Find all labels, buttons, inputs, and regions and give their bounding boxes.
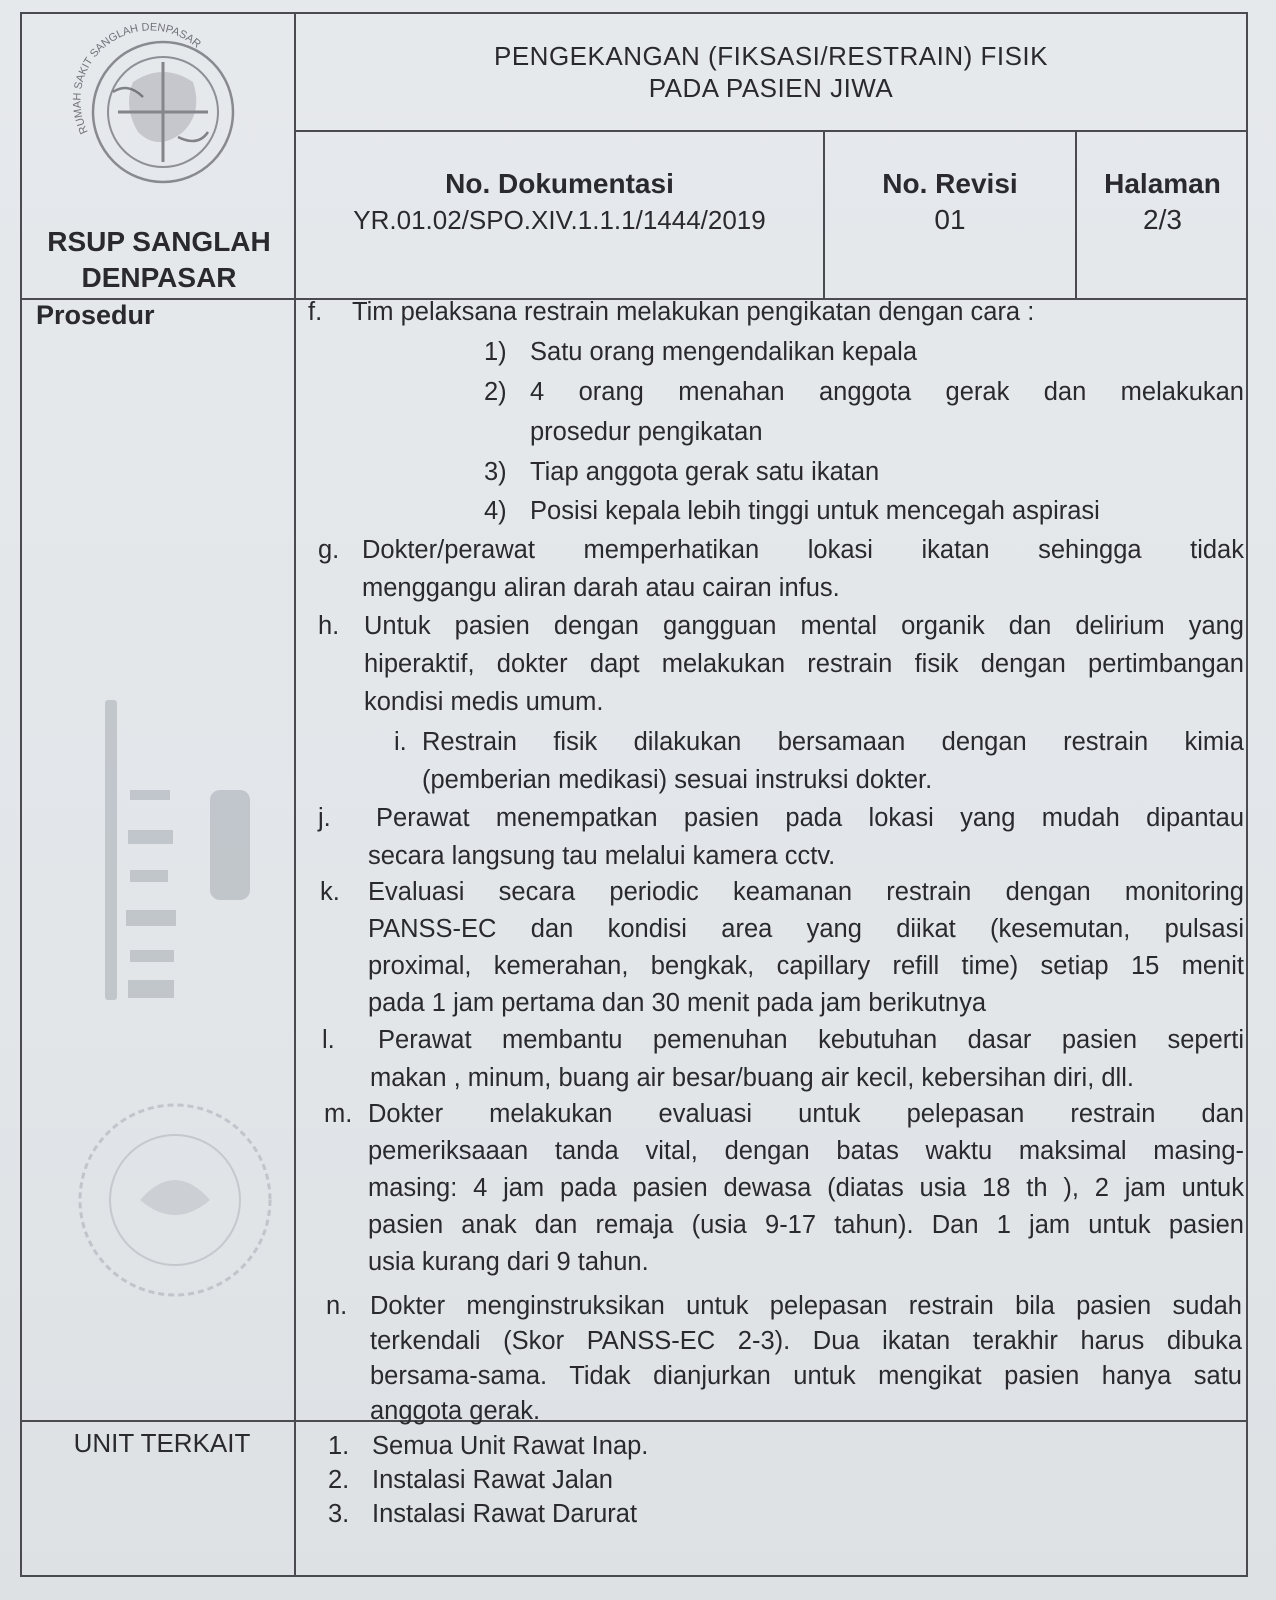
- sub-item-marker: 2): [484, 378, 507, 406]
- sub-item-text: Tiap anggota gerak satu ikatan: [530, 458, 880, 486]
- document-title-line2: PADA PASIEN JIWA: [648, 73, 894, 103]
- unit-item-3: [328, 1496, 1228, 1532]
- unit-item-text: Instalasi Rawat Jalan: [372, 1466, 613, 1494]
- doc-number-cell: [296, 166, 823, 238]
- revision-label: No. Revisi: [882, 168, 1018, 199]
- procedure-item-h: [318, 608, 1248, 716]
- sub-item-marker: 1): [484, 338, 507, 366]
- header-divider: [294, 130, 1248, 132]
- item-marker: l.: [322, 1026, 335, 1054]
- item-line: menggangu aliran darah atau cairan infus.: [362, 574, 840, 602]
- sub-item-3: [484, 454, 1238, 490]
- item-line: pada 1 jam pertama dan 30 menit pada jam berikutnya: [368, 989, 987, 1017]
- item-line: usia kurang dari 9 tahun.: [368, 1248, 649, 1276]
- hospital-logo: [58, 22, 248, 192]
- unit-divider: [20, 1420, 1248, 1422]
- sub-item-text-line2: prosedur pengikatan: [530, 418, 763, 446]
- sub-item-1: [484, 334, 1238, 370]
- item-line: hiperaktif, dokter dapt melakukan restrain fisik dengan pertimbangan: [364, 650, 1244, 678]
- item-marker: f.: [308, 298, 323, 326]
- item-line: pasien anak dan remaja (usia 9-17 tahun). Dan 1 jam untuk pasien: [368, 1211, 1244, 1239]
- column-divider: [294, 12, 296, 1577]
- item-line: Dokter melakukan evaluasi untuk pelepasan restrain dan: [368, 1100, 1244, 1128]
- item-line: Evaluasi secara periodic keamanan restrain dengan monitoring: [368, 878, 1244, 906]
- round-stamp: [60, 1090, 290, 1330]
- procedure-item-n: [326, 1288, 1248, 1425]
- procedure-item-m: [324, 1096, 1248, 1276]
- item-marker: n.: [326, 1292, 348, 1320]
- unit-item-marker: 3.: [328, 1500, 350, 1528]
- procedure-item-j: [318, 800, 1248, 870]
- procedure-item-f: [308, 294, 1238, 330]
- hospital-name: [24, 224, 294, 296]
- doc-number-value: YR.01.02/SPO.XIV.1.1.1/1444/2019: [353, 205, 766, 235]
- item-line: Dokter menginstruksikan untuk pelepasan restrain bila pasien sudah: [370, 1292, 1242, 1320]
- sub-item-text: Posisi kepala lebih tinggi untuk mencegah aspirasi: [530, 497, 1100, 525]
- item-marker: m.: [324, 1100, 353, 1128]
- procedure-item-k: [320, 874, 1248, 1017]
- sub-item-text-line1: 4 orang menahan anggota gerak dan melakukan: [530, 378, 1244, 406]
- unit-item-text: Instalasi Rawat Darurat: [372, 1500, 638, 1528]
- item-line: Untuk pasien dengan gangguan mental organik dan delirium yang: [364, 612, 1244, 640]
- item-line: terkendali (Skor PANSS-EC 2-3). Dua ikatan terakhir harus dibuka: [370, 1327, 1242, 1355]
- unit-terkait-label: UNIT TERKAIT: [73, 1428, 251, 1458]
- item-marker: h.: [318, 612, 340, 640]
- doc-number-label: No. Dokumentasi: [445, 168, 674, 199]
- revision-value: 01: [934, 204, 966, 235]
- unit-item-marker: 2.: [328, 1466, 350, 1494]
- item-line: anggota gerak.: [370, 1397, 541, 1425]
- item-line: secara langsung tau melalui kamera cctv.: [368, 842, 836, 870]
- item-marker: g.: [318, 536, 340, 564]
- item-line: Dokter/perawat memperhatikan lokasi ikatan sehingga tidak: [362, 536, 1244, 564]
- item-line: proximal, kemerahan, bengkak, capillary refill time) setiap 15 menit: [368, 952, 1244, 980]
- page-value: 2/3: [1143, 204, 1182, 235]
- item-line: Perawat membantu pemenuhan kebutuhan dasar pasien seperti: [378, 1026, 1244, 1054]
- item-line: bersama-sama. Tidak dianjurkan untuk mengikat pasien hanya satu: [370, 1362, 1242, 1390]
- item-marker: k.: [320, 878, 340, 906]
- prosedur-label: Prosedur: [36, 300, 155, 330]
- hospital-name-line2: DENPASAR: [81, 262, 237, 293]
- unit-item-1: [328, 1428, 1228, 1464]
- item-line: PANSS-EC dan kondisi area yang diikat (kesemutan, pulsasi: [368, 915, 1244, 943]
- sub-item-text: Satu orang mengendalikan kepala: [530, 338, 918, 366]
- sub-item-marker: 3): [484, 458, 507, 486]
- logo-text: RUMAH SAKIT SANGLAH DENPASAR: [71, 22, 203, 136]
- page-cell: [1077, 166, 1248, 238]
- item-line: makan , minum, buang air besar/buang air kecil, kebersihan diri, dll.: [370, 1064, 1134, 1092]
- unit-item-marker: 1.: [328, 1432, 350, 1460]
- revision-cell: [825, 166, 1075, 238]
- item-line: pemeriksaaan tanda vital, dengan batas waktu maksimal masing-: [368, 1137, 1244, 1165]
- unit-item-2: [328, 1462, 1228, 1498]
- unit-item-text: Semua Unit Rawat Inap.: [372, 1432, 649, 1460]
- sub-item-2: [484, 374, 1244, 446]
- item-line: masing: 4 jam pada pasien dewasa (diatas usia 18 th ), 2 jam untuk: [368, 1174, 1244, 1202]
- document-title-line1: PENGEKANGAN (FIKSASI/RESTRAIN) FISIK: [494, 41, 1048, 71]
- item-line: Perawat menempatkan pasien pada lokasi yang mudah dipantau: [376, 804, 1244, 832]
- hospital-name-line1: RSUP SANGLAH: [47, 226, 271, 257]
- faded-stamp-marks: [100, 680, 280, 1070]
- procedure-item-i: [394, 724, 1248, 794]
- item-line: kondisi medis umum.: [364, 688, 604, 716]
- item-line: (pemberian medikasi) sesuai instruksi dokter.: [422, 766, 933, 794]
- sub-item-4: [484, 493, 1238, 529]
- procedure-item-g: [318, 532, 1248, 602]
- procedure-item-l: [322, 1022, 1248, 1092]
- page-label: Halaman: [1104, 168, 1221, 199]
- document-title: [296, 40, 1246, 104]
- item-marker: i.: [394, 728, 407, 756]
- item-line: Restrain fisik dilakukan bersamaan dengan restrain kimia: [422, 728, 1244, 756]
- item-text: Tim pelaksana restrain melakukan pengikatan dengan cara :: [352, 298, 1035, 326]
- item-marker: j.: [318, 804, 331, 832]
- sub-item-marker: 4): [484, 497, 507, 525]
